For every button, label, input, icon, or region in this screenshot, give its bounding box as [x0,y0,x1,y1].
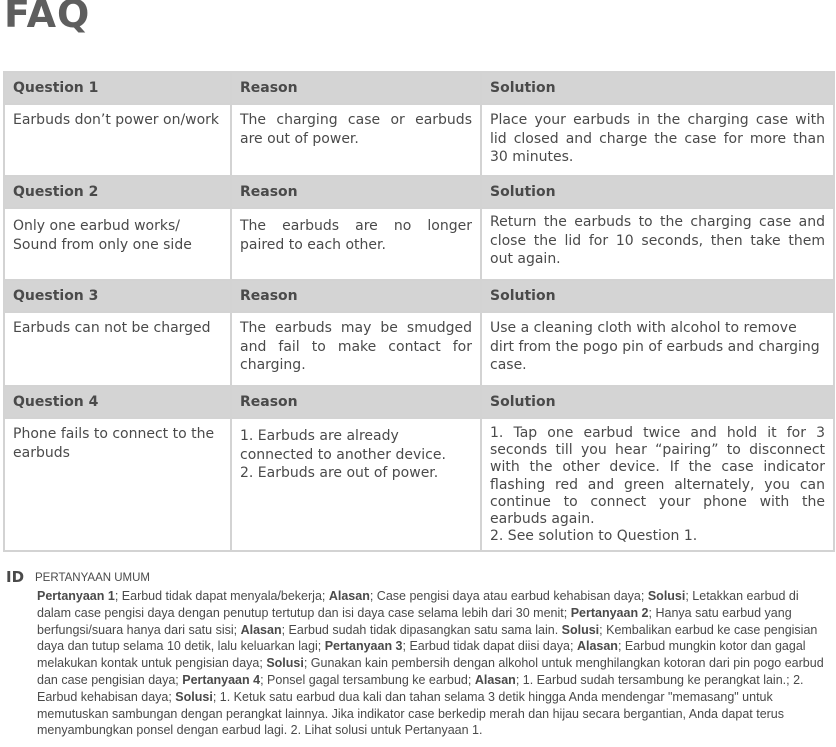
solution-header: Solution [481,176,834,208]
faq-row [4,104,834,176]
id-text-segment: ; Case pengisi daya atau earbud kehabisan daya; [369,589,648,603]
id-text-segment: ; Ponsel gagal tersambung ke earbud; [260,672,475,687]
term-label: Pertanyaan 4 [182,672,261,687]
question-cell: Earbuds don’t power on/work [4,104,231,176]
term-label: Alasan [576,639,618,654]
reason-header: Reason [231,176,481,208]
id-text-segment: ; Earbud tidak dapat menyala/bekerja; [114,589,329,603]
reason-cell: The earbuds are no longer paired to each other. [231,208,481,280]
solution-item: 2. See solution to Question 1. [490,528,698,545]
id-text-segment: ; Earbud sudah tidak dipasangkan satu sama lain. [281,622,562,637]
page-title: FAQ [4,0,91,36]
faq-row [4,418,834,551]
term-label: Solusi [266,656,304,671]
reason-cell: The earbuds may be smudged and fail to make contact for charging. [231,312,481,386]
faq-row [4,312,834,386]
reason-header: Reason [231,72,481,104]
faq-header-row [4,176,834,208]
question-header: Question 1 [4,72,231,104]
faq-header-row [4,280,834,312]
term-label: Solusi [647,589,686,603]
term-label: Pertanyaan 1 [37,589,115,603]
faq-row [4,208,834,280]
id-section-text [37,588,833,739]
id-text-segment: ; 1. Ketuk satu earbud dua kali dan tahan selama 3 detik hingga Anda mendengar "memasang" untuk memutuskan sambungan dengan perangkat lainnya. Jika indikator case berkedip merah dan hijau secara bergantian, Anda dapat terus menyambungkan ponsel dengan earbud lagi. 2. Lihat solusi untuk Pertanyaan 1. [37,689,785,738]
id-text-segment: ; Earbud tidak dapat diisi daya; [402,639,577,654]
solution-header: Solution [481,72,834,104]
solution-cell: Use a cleaning cloth with alcohol to remove dirt from the pogo pin of earbuds and charging case. [481,312,834,386]
question-header: Question 4 [4,386,231,418]
term-label: Alasan [328,589,370,603]
id-text-segment: ; Gunakan kain pembersih dengan alkohol untuk menghilangkan kotoran dari pin pogo earbud dan case pengisian daya; [37,656,824,687]
term-label: Pertanyaan 2 [570,605,649,620]
solution-header: Solution [481,280,834,312]
id-text-segment: ; Kembalikan earbud ke case pengisian daya dan tutup selama 10 detik, lalu keluarkan lagi; [37,622,818,654]
reason-item: 2. Earbuds are out of power. [240,465,439,481]
question-header: Question 2 [4,176,231,208]
term-label: Pertanyaan 3 [324,639,403,654]
id-text-segment: ; Letakkan earbud di dalam case pengisi daya dengan penutup tertutup dan isi daya case selama lebih dari 30 menit; [37,589,799,620]
reason-item: 1. Earbuds are already connected to another device. [240,428,446,463]
reason-header: Reason [231,386,481,418]
solution-cell [481,418,834,551]
term-label: Alasan [240,622,282,637]
question-header: Question 3 [4,280,231,312]
reason-cell: The charging case or earbuds are out of power. [231,104,481,176]
term-label: Solusi [175,689,213,704]
term-label: Solusi [561,622,600,637]
id-text-segment: ; 1. Earbud sudah tersambung ke perangkat lain.; 2. Earbud kehabisan daya; [37,672,804,704]
solution-cell: Place your earbuds in the charging case with lid closed and charge the case for more than 30 minutes. [481,104,834,176]
question-cell: Phone fails to connect to the earbuds [4,418,231,551]
id-text-segment: ; Earbud mungkin kotor dan gagal melakukan kontak untuk pengisian daya; [37,639,806,671]
reason-header: Reason [231,280,481,312]
language-code: ID [6,568,25,586]
solution-cell: Return the earbuds to the charging case and close the lid for 10 seconds, then take them out again. [481,208,834,280]
question-cell: Earbuds can not be charged [4,312,231,386]
id-section-title: PERTANYAAN UMUM [35,572,151,584]
faq-header-row [4,386,834,418]
id-text-segment: ; Hanya satu earbud yang berfungsi/suara hanya dari satu sisi; [37,605,792,637]
term-label: Alasan [474,672,516,687]
reason-cell [231,418,481,551]
solution-item: 1. Tap one earbud twice and hold it for 3 seconds till you hear “pairing” to disconnect with the other device. If the case indicator flashing red and green alternately, you can continue to connect your phone with the earbuds again. [490,425,825,528]
faq-header-row [4,72,834,104]
question-cell: Only one earbud works/ Sound from only one side [4,208,231,280]
solution-header: Solution [481,386,834,418]
faq-table [3,71,835,552]
